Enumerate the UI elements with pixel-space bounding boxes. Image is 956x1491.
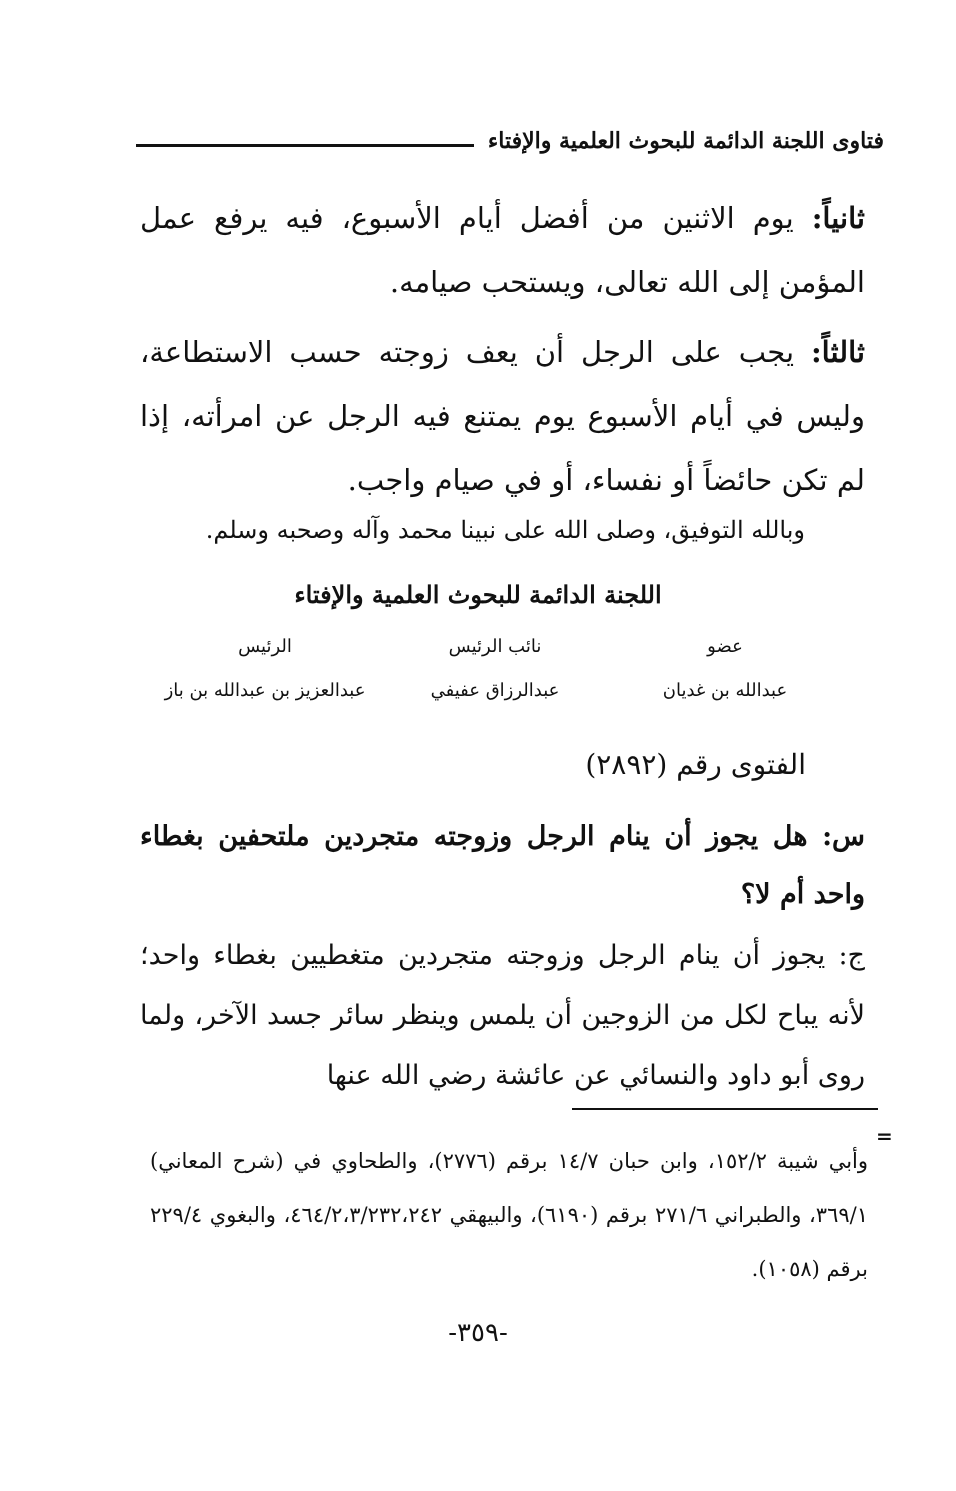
paragraph-third-text: يجب على الرجل أن يعف زوجته حسب الاستطاعة، وليس في أيام الأسبوع يوم يمتنع فيه الرجل عن امرأته، إذا لم تكن حائضاً أو نفساء، أو في صيام واجب.: [140, 335, 865, 497]
signatory-names: [150, 680, 840, 701]
book-title: فتاوى اللجنة الدائمة للبحوث العلمية والإفتاء: [487, 128, 884, 154]
running-header: [136, 128, 884, 154]
name-member: عبدالله بن غديان: [662, 680, 788, 701]
role-chair: الرئيس: [238, 636, 292, 657]
paragraph-second-text: يوم الاثنين من أفضل أيام الأسبوع، فيه يرفع عمل المؤمن إلى الله تعالى، ويستحب صيامه.: [140, 201, 865, 299]
fatwa-answer: ج: يجوز أن ينام الرجل وزوجته متجردين متغطيين بغطاء واحد؛ لأنه يباح لكل من الزوجين أن يلمس وينظر سائر جسد الآخر، ولما روى أبو داود والنسائي عن عائشة رضي الله عنها: [140, 940, 865, 1091]
committee-name: اللجنة الدائمة للبحوث العلمية والإفتاء: [294, 580, 662, 609]
signatory-roles: [150, 636, 840, 657]
footnote-continuation-marker: =: [876, 1124, 893, 1148]
role-member: عضو: [707, 636, 743, 657]
paragraph-third: [140, 320, 865, 512]
name-deputy-chair: عبدالرزاق عفيفي: [430, 680, 560, 701]
fatwa-number: الفتوى رقم (٢٨٩٢): [585, 748, 806, 781]
header-rule: [136, 144, 474, 147]
page-number: -٣٥٩-: [448, 1318, 508, 1348]
paragraph-second-label: ثانياً:: [811, 201, 865, 235]
paragraph-second: [140, 186, 865, 314]
fatwa-question: س: هل يجوز أن ينام الرجل وزوجته متجردين ملتحفين بغطاء واحد أم لا؟: [140, 821, 865, 910]
footnote-text: وأبي شيبة ١٥٢/٢، وابن حبان ١٤/٧ برقم (٢٧٧٦)، والطحاوي في (شرح المعاني) ٣٦٩/١، والطبراني ٢٧١/٦ برقم (٦١٩٠)، والبيهقي ٤٦٤/٢،٣/٢٣٢،٢٤٢، والبغوي ٢٢٩/٤ برقم (١٠٥٨).: [150, 1149, 869, 1281]
closing-line: وبالله التوفيق، وصلى الله على نبينا محمد وآله وصحبه وسلم.: [205, 516, 805, 544]
footnote-rule: [572, 1108, 878, 1110]
paragraph-third-label: ثالثاً:: [810, 335, 865, 369]
name-chair: عبدالعزيز بن عبدالله بن باز: [164, 680, 366, 701]
role-deputy-chair: نائب الرئيس: [448, 636, 542, 657]
